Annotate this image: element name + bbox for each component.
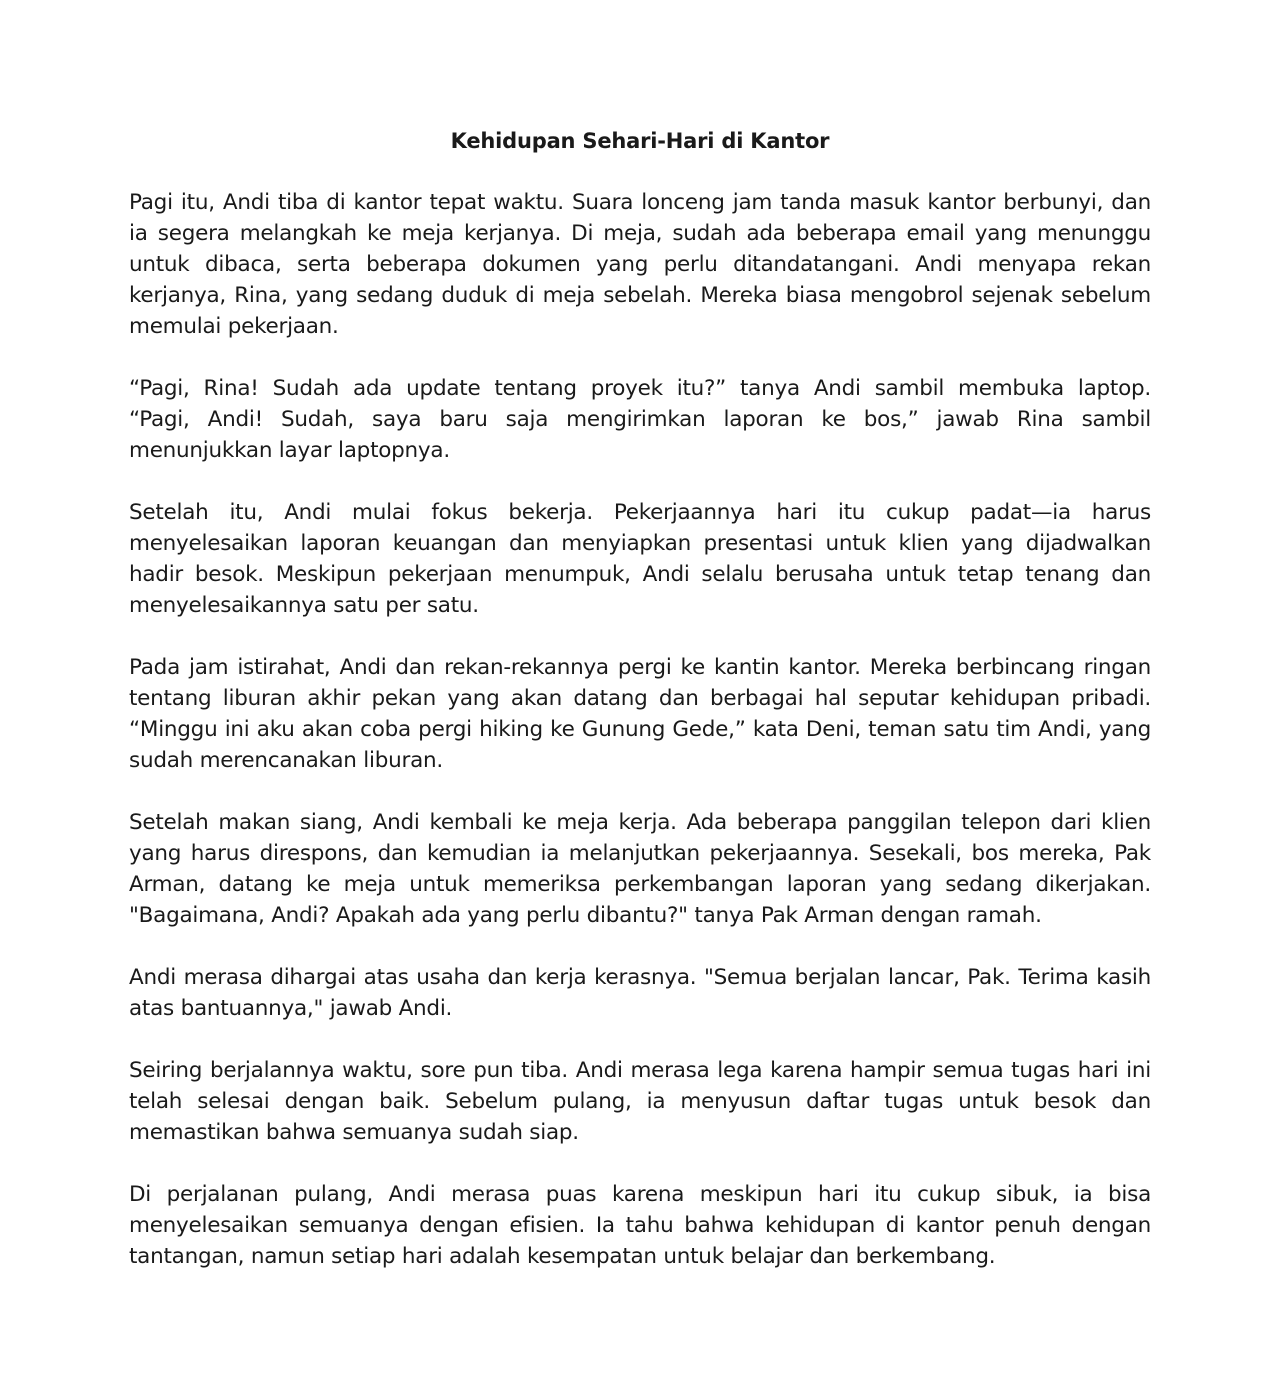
document-page (129, 126, 1151, 1303)
text-line: atas bantuannya," jawab Andi. (129, 996, 453, 1021)
paragraph (129, 1179, 1151, 1272)
paragraph (129, 962, 1151, 1024)
paragraph (129, 497, 1151, 621)
text-line: Setelah itu, Andi mulai fokus bekerja. Pekerjaannya hari itu cukup padat—ia harus (129, 500, 1151, 525)
text-line: "Bagaimana, Andi? Apakah ada yang perlu dibantu?" tanya Pak Arman dengan ramah. (129, 903, 1042, 928)
document-title: Kehidupan Sehari-Hari di Kantor (450, 129, 830, 153)
text-line: Seiring berjalannya waktu, sore pun tiba. Andi merasa lega karena hampir semua tugas hari ini (129, 1058, 1151, 1083)
text-line: menyelesaikan semuanya dengan efisien. Ia tahu bahwa kehidupan di kantor penuh dengan (129, 1213, 1151, 1238)
text-line: telah selesai dengan baik. Sebelum pulang, ia menyusun daftar tugas untuk besok dan (129, 1089, 1151, 1114)
text-line: Andi merasa dihargai atas usaha dan kerja kerasnya. "Semua berjalan lancar, Pak. Terima kasih (129, 965, 1151, 990)
text-line: Di perjalanan pulang, Andi merasa puas karena meskipun hari itu cukup sibuk, ia bisa (129, 1182, 1151, 1207)
text-line: memastikan bahwa semuanya sudah siap. (129, 1120, 579, 1145)
text-line: tantangan, namun setiap hari adalah kesempatan untuk belajar dan berkembang. (129, 1244, 996, 1269)
text-line: “Pagi, Andi! Sudah, saya baru saja mengirimkan laporan ke bos,” jawab Rina sambil (129, 407, 1151, 432)
text-line: menyelesaikan laporan keuangan dan menyiapkan presentasi untuk klien yang dijadwalkan (129, 531, 1151, 556)
paragraph (129, 373, 1151, 466)
paragraph (129, 807, 1151, 931)
text-line: memulai pekerjaan. (129, 314, 339, 339)
text-line: yang harus direspons, dan kemudian ia melanjutkan pekerjaannya. Sesekali, bos mereka, Pak (129, 841, 1151, 866)
text-line: menyelesaikannya satu per satu. (129, 593, 479, 618)
text-line: “Pagi, Rina! Sudah ada update tentang proyek itu?” tanya Andi sambil membuka laptop. (129, 376, 1151, 401)
document-body (129, 187, 1151, 1272)
text-line: Arman, datang ke meja untuk memeriksa perkembangan laporan yang sedang dikerjakan. (129, 872, 1151, 897)
text-line: sudah merencanakan liburan. (129, 748, 443, 773)
text-line: Pada jam istirahat, Andi dan rekan-rekannya pergi ke kantin kantor. Mereka berbincang ringan (129, 655, 1151, 680)
text-line: hadir besok. Meskipun pekerjaan menumpuk, Andi selalu berusaha untuk tetap tenang dan (129, 562, 1151, 587)
paragraph (129, 187, 1151, 342)
paragraph (129, 652, 1151, 776)
text-line: menunjukkan layar laptopnya. (129, 438, 450, 463)
text-line: ia segera melangkah ke meja kerjanya. Di meja, sudah ada beberapa email yang menunggu (129, 221, 1151, 246)
paragraph (129, 1055, 1151, 1148)
text-line: untuk dibaca, serta beberapa dokumen yang perlu ditandatangani. Andi menyapa rekan (129, 252, 1151, 277)
text-line: tentang liburan akhir pekan yang akan datang dan berbagai hal seputar kehidupan pribadi. (129, 686, 1151, 711)
text-line: Setelah makan siang, Andi kembali ke meja kerja. Ada beberapa panggilan telepon dari klien (129, 810, 1151, 835)
text-line: Pagi itu, Andi tiba di kantor tepat waktu. Suara lonceng jam tanda masuk kantor berbunyi, dan (129, 190, 1151, 215)
text-line: “Minggu ini aku akan coba pergi hiking ke Gunung Gede,” kata Deni, teman satu tim Andi, yang (129, 717, 1151, 742)
text-line: kerjanya, Rina, yang sedang duduk di meja sebelah. Mereka biasa mengobrol sejenak sebelum (129, 283, 1151, 308)
